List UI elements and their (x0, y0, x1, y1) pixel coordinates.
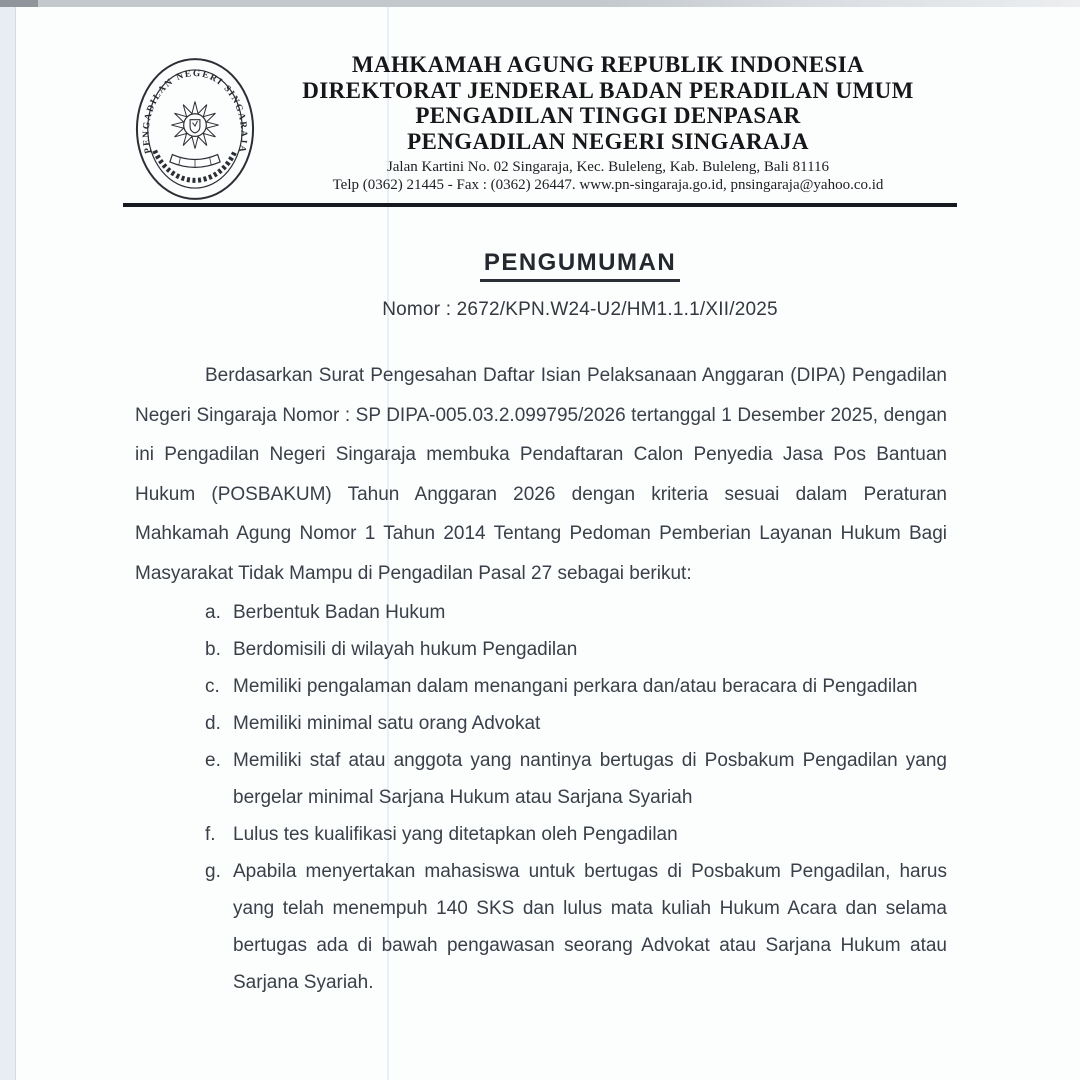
letterhead-contact: Telp (0362) 21445 - Fax : (0362) 26447. www.pn-singaraja.go.id, pnsingaraja@yahoo.co.id (332, 177, 884, 193)
list-marker: b. (205, 639, 221, 660)
requirement-item-f (135, 816, 947, 853)
letterhead-text (257, 50, 959, 202)
requirement-item-d (135, 705, 947, 742)
list-marker: g. (205, 861, 221, 882)
requirement-text: Memiliki staf atau anggota yang nantinya bertugas di Posbakum Pengadilan yang bergelar minimal Sarjana Hukum atau Sarjana Syariah (233, 750, 947, 808)
letterhead (133, 50, 959, 202)
document-body (135, 356, 947, 1001)
list-marker: e. (205, 750, 221, 771)
requirement-item-c (135, 668, 947, 705)
document-number: Nomor : 2672/KPN.W24-U2/HM1.1.1/XII/2025 (382, 299, 778, 320)
scan-top-edge (0, 0, 1080, 7)
requirement-text: Berdomisili di wilayah hukum Pengadilan (233, 639, 578, 660)
title-block (135, 249, 1025, 321)
letterhead-line-2: DIREKTORAT JENDERAL BADAN PERADILAN UMUM (302, 77, 914, 103)
scan-left-edge (0, 7, 16, 1080)
letterhead-line-4: PENGADILAN NEGERI SINGARAJA (407, 128, 809, 154)
court-seal-logo (133, 56, 257, 202)
letterhead-line-3: PENGADILAN TINGGI DENPASAR (415, 103, 801, 128)
seal-arc-text: PENGADILAN NEGERI SINGARAJA (141, 68, 249, 155)
requirement-item-b (135, 631, 947, 668)
requirement-text: Apabila menyertakan mahasiswa untuk bertugas di Posbakum Pengadilan, harus yang telah menempuh 140 SKS dan lulus mata kuliah Hukum Acara dan selama bertugas ada di bawah pengawasan seorang Advokat atau Sarjana Hukum atau Sarjana Syariah. (233, 861, 947, 993)
letterhead-line-1: MAHKAMAH AGUNG REPUBLIK INDONESIA (351, 52, 865, 77)
list-marker: c. (205, 676, 220, 697)
list-marker: d. (205, 713, 221, 734)
requirement-item-g (135, 853, 947, 1001)
list-marker: f. (205, 824, 216, 845)
list-marker: a. (205, 602, 221, 623)
letterhead-rule (123, 203, 957, 207)
document-title: PENGUMUMAN (480, 249, 680, 282)
requirement-item-e (135, 742, 947, 816)
requirement-text: Berbentuk Badan Hukum (233, 602, 446, 623)
requirement-item-a (135, 594, 947, 631)
requirement-text: Lulus tes kualifikasi yang ditetapkan oleh Pengadilan (233, 824, 678, 845)
opening-paragraph: Berdasarkan Surat Pengesahan Daftar Isian Pelaksanaan Anggaran (DIPA) Pengadilan Negeri Singaraja Nomor : SP DIPA-005.03.2.099795/2026 tertanggal 1 Desember 2025, dengan ini Pengadilan Negeri Singaraja membuka Pendaftaran Calon Penyedia Jasa Pos Bantuan Hukum (POSBAKUM) Tahun Anggaran 2026 dengan kriteria sesuai dalam Peraturan Mahkamah Agung Nomor 1 Tahun 2014 Tentang Pedoman Pemberian Layanan Hukum Bagi Masyarakat Tidak Mampu di Pengadilan Pasal 27 sebagai berikut: (135, 365, 947, 584)
requirements-list (135, 594, 947, 1001)
requirement-text: Memiliki pengalaman dalam menangani perkara dan/atau beracara di Pengadilan (233, 676, 918, 697)
requirement-text: Memiliki minimal satu orang Advokat (233, 713, 541, 734)
letterhead-address: Jalan Kartini No. 02 Singaraja, Kec. Buleleng, Kab. Buleleng, Bali 81116 (386, 159, 830, 175)
